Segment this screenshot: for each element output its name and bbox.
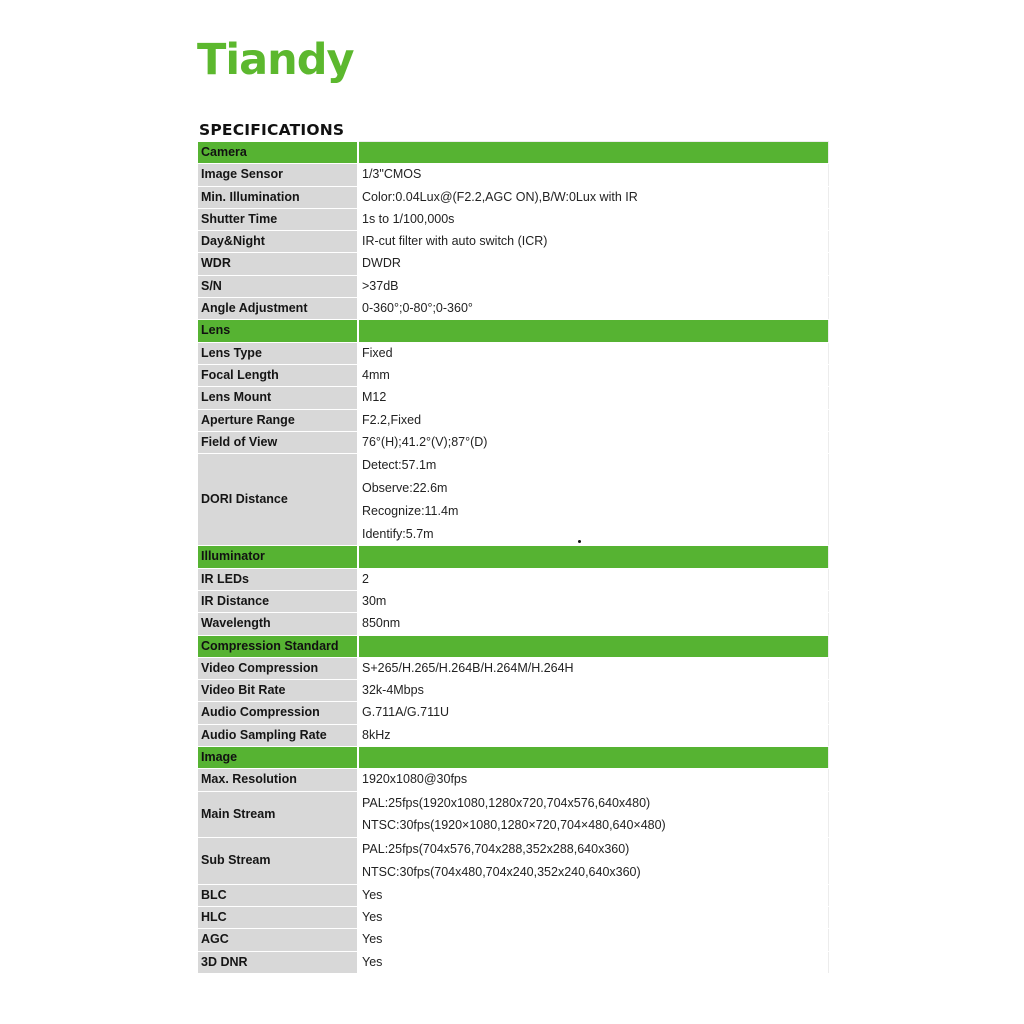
- spec-row-sub-stream: [198, 838, 828, 885]
- spec-label: Audio Sampling Rate: [198, 724, 358, 746]
- spec-label: Main Stream: [198, 791, 358, 838]
- spec-label: IR Distance: [198, 590, 358, 612]
- spec-value: 32k-4Mbps: [358, 680, 828, 702]
- spec-value: 850nm: [358, 613, 828, 635]
- spec-value: Color:0.04Lux@(F2.2,AGC ON),B/W:0Lux with IR: [358, 186, 828, 208]
- spec-table: [198, 141, 829, 974]
- spec-row-min-illumination: [198, 186, 828, 208]
- spec-row-hlc: [198, 907, 828, 929]
- spec-value: 0-360°;0-80°;0-360°: [358, 298, 828, 320]
- spec-label: Image Sensor: [198, 164, 358, 186]
- spec-label: DORI Distance: [198, 454, 358, 546]
- section-fill: [358, 142, 828, 164]
- spec-row-lens-type: [198, 342, 828, 364]
- spec-value: 30m: [358, 590, 828, 612]
- spec-label: Wavelength: [198, 613, 358, 635]
- spec-label: Angle Adjustment: [198, 298, 358, 320]
- spec-label: Shutter Time: [198, 208, 358, 230]
- spec-row-image-sensor: [198, 164, 828, 186]
- spec-row-video-bit-rate: [198, 680, 828, 702]
- spec-value-line: PAL:25fps(1920x1080,1280x720,704x576,640x480): [362, 795, 651, 810]
- spec-value: 1s to 1/100,000s: [358, 208, 828, 230]
- spec-label: Video Bit Rate: [198, 680, 358, 702]
- section-title: Compression Standard: [198, 635, 358, 657]
- spec-row-video-compression: [198, 657, 828, 679]
- spec-row-lens-mount: [198, 387, 828, 409]
- spec-value-line: Observe:22.6m: [362, 480, 448, 495]
- spec-row-aperture-range: [198, 409, 828, 431]
- spec-value: Yes: [358, 951, 828, 973]
- spec-row-blc: [198, 884, 828, 906]
- spec-label: Day&Night: [198, 231, 358, 253]
- spec-value-line: NTSC:30fps(704x480,704x240,352x240,640x360): [362, 865, 641, 879]
- brand-logo: Tiandy: [197, 35, 354, 85]
- spec-row-shutter-time: [198, 208, 828, 230]
- spec-label: Field of View: [198, 431, 358, 453]
- section-header-camera: [198, 142, 828, 164]
- spec-label: Min. Illumination: [198, 186, 358, 208]
- spec-label: Lens Type: [198, 342, 358, 364]
- spec-label: Max. Resolution: [198, 769, 358, 791]
- spec-row-wavelength: [198, 613, 828, 635]
- section-header-illuminator: [198, 546, 828, 568]
- spec-value: [358, 838, 828, 885]
- spec-value: 76°(H);41.2°(V);87°(D): [358, 431, 828, 453]
- spec-value: DWDR: [358, 253, 828, 275]
- spec-label: Aperture Range: [198, 409, 358, 431]
- spec-label: S/N: [198, 275, 358, 297]
- section-header-compression-standard: [198, 635, 828, 657]
- spec-row-max-resolution: [198, 769, 828, 791]
- spec-row-audio-compression: [198, 702, 828, 724]
- spec-row-audio-sampling-rate: [198, 724, 828, 746]
- section-title: Illuminator: [198, 546, 358, 568]
- spec-row-dori-distance: [198, 454, 828, 546]
- spec-value-line: NTSC:30fps(1920×1080,1280×720,704×480,640×480): [362, 818, 666, 833]
- spec-value-line: PAL:25fps(704x576,704x288,352x288,640x360): [362, 842, 630, 857]
- spec-value: 2: [358, 568, 828, 590]
- spec-row-3d-dnr: [198, 951, 828, 973]
- page-title: SPECIFICATIONS: [199, 121, 345, 139]
- section-fill: [358, 546, 828, 568]
- spec-row-agc: [198, 929, 828, 951]
- spec-value: S+265/H.265/H.264B/H.264M/H.264H: [358, 657, 828, 679]
- section-title: Camera: [198, 142, 358, 164]
- spec-row-ir-distance: [198, 590, 828, 612]
- section-title: Image: [198, 747, 358, 769]
- spec-value: 4mm: [358, 364, 828, 386]
- spec-label: Video Compression: [198, 657, 358, 679]
- spec-label: BLC: [198, 884, 358, 906]
- spec-value: 1/3"CMOS: [358, 164, 828, 186]
- spec-row-ir-leds: [198, 568, 828, 590]
- section-title: Lens: [198, 320, 358, 342]
- spec-value-line: Detect:57.1m: [362, 458, 437, 473]
- section-header-image: [198, 747, 828, 769]
- spec-label: HLC: [198, 907, 358, 929]
- spec-value: [358, 791, 828, 838]
- spec-value: Yes: [358, 907, 828, 929]
- spec-label: 3D DNR: [198, 951, 358, 973]
- spec-value-line: Recognize:11.4m: [362, 503, 459, 518]
- spec-row-day-night: [198, 231, 828, 253]
- section-fill: [358, 635, 828, 657]
- spec-row-main-stream: [198, 791, 828, 838]
- section-fill: [358, 320, 828, 342]
- spec-row-field-of-view: [198, 431, 828, 453]
- spec-value: Yes: [358, 929, 828, 951]
- spec-label: Focal Length: [198, 364, 358, 386]
- spec-label: Sub Stream: [198, 838, 358, 885]
- spec-value: Yes: [358, 884, 828, 906]
- stray-dot: [578, 540, 581, 543]
- spec-value-line: Identify:5.7m: [362, 526, 434, 541]
- spec-row-s-n: [198, 275, 828, 297]
- spec-value: >37dB: [358, 275, 828, 297]
- section-header-lens: [198, 320, 828, 342]
- spec-value: M12: [358, 387, 828, 409]
- spec-value: Fixed: [358, 342, 828, 364]
- spec-label: IR LEDs: [198, 568, 358, 590]
- spec-value: [358, 454, 828, 546]
- spec-value: 1920x1080@30fps: [358, 769, 828, 791]
- spec-label: Lens Mount: [198, 387, 358, 409]
- spec-row-focal-length: [198, 364, 828, 386]
- spec-value: F2.2,Fixed: [358, 409, 828, 431]
- spec-label: AGC: [198, 929, 358, 951]
- spec-row-angle-adjustment: [198, 298, 828, 320]
- spec-label: WDR: [198, 253, 358, 275]
- spec-value: 8kHz: [358, 724, 828, 746]
- spec-label: Audio Compression: [198, 702, 358, 724]
- spec-row-wdr: [198, 253, 828, 275]
- section-fill: [358, 747, 828, 769]
- spec-value: G.711A/G.711U: [358, 702, 828, 724]
- spec-value: IR-cut filter with auto switch (ICR): [358, 231, 828, 253]
